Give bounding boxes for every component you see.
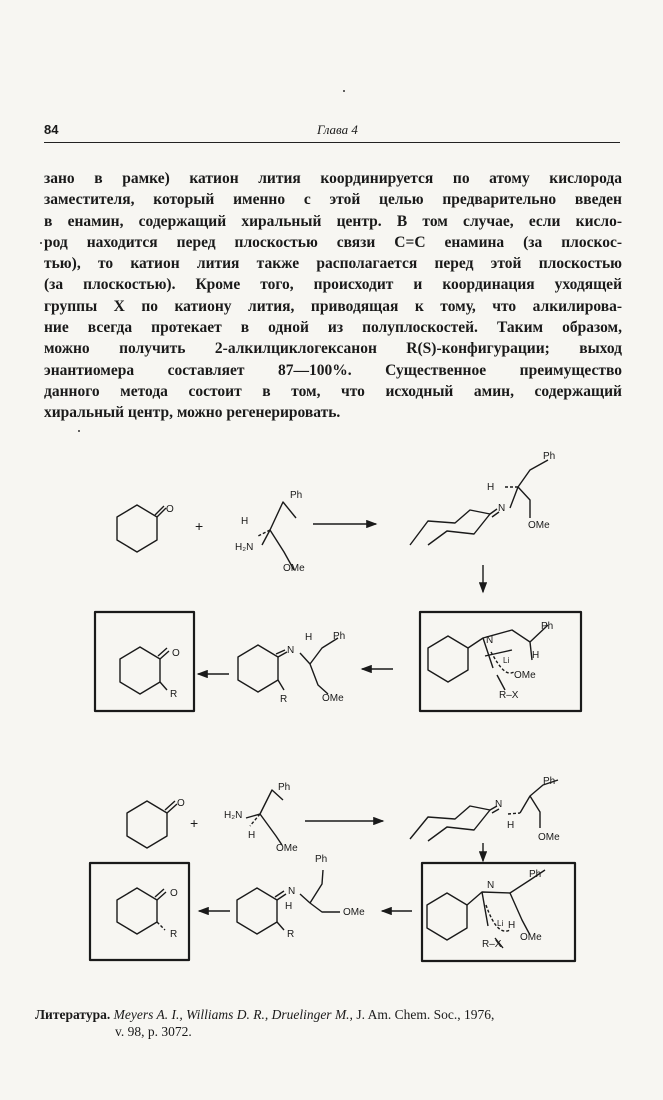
framed-product <box>90 863 189 960</box>
label-r: R <box>170 689 178 700</box>
label-ph: Ph <box>543 776 556 787</box>
body-line: данного метода состоит в том, что исходный амин, содержащий <box>44 382 622 400</box>
label-ph: Ph <box>541 621 554 632</box>
label-h: H <box>508 920 516 931</box>
label-o: O <box>177 798 185 809</box>
label-ome: OMe <box>528 520 550 531</box>
running-head: Глава 4 <box>317 122 358 137</box>
label-h: H <box>241 516 249 527</box>
label-n: N <box>287 645 295 656</box>
page-number: 84 <box>44 122 59 137</box>
cyclohexanone-ring <box>117 505 157 552</box>
scheme-2 <box>90 780 575 961</box>
plus-sign: + <box>190 815 199 831</box>
reference <box>35 1006 635 1040</box>
label-n: N <box>486 635 494 646</box>
label-h: H <box>248 830 256 841</box>
label-o: O <box>172 648 180 659</box>
label-n: N <box>495 799 503 810</box>
label-h2n-rev: H₂N <box>224 810 243 821</box>
enamine-sidechain <box>520 780 558 828</box>
amine-sidechain <box>300 638 338 694</box>
label-li: Li <box>503 656 510 665</box>
label-o: O <box>166 504 174 515</box>
chair-cyclohexane <box>410 510 490 545</box>
label-h: H <box>305 632 313 643</box>
chair-cyclohexane <box>410 806 490 841</box>
label-n: N <box>288 886 296 897</box>
label-r: R <box>170 929 178 940</box>
body-line: зано в рамке) катион лития координируется по атому кислорода <box>44 170 622 187</box>
label-n: N <box>498 503 506 514</box>
ring <box>427 893 467 940</box>
amine-skeleton <box>270 502 296 570</box>
cyclohexanone-ring <box>127 801 167 848</box>
reference-authors: Meyers A. I., Williams D. R., Druelinger M., <box>113 1007 353 1022</box>
label-ome: OMe <box>322 693 344 704</box>
label-ome: OMe <box>538 832 560 843</box>
reference-label: Литература. <box>35 1007 111 1022</box>
label-r: R <box>287 929 295 940</box>
label-h: H <box>487 482 495 493</box>
body-line: энантиомера составляет 87—100%. Существенное преимущество <box>44 361 622 379</box>
label-r: R <box>280 694 288 705</box>
ring <box>238 645 278 692</box>
body-line: (за плоскостью). Кроме того, происходит и координация уходящей <box>44 276 622 294</box>
scheme-1 <box>95 460 581 711</box>
body-line: ние всегда протекает в одной из полуплоскостей. Таким образом, <box>44 319 622 337</box>
ring <box>237 888 277 934</box>
label-ome: OMe <box>343 907 365 918</box>
body-line: можно получить 2-алкилциклогексанон R(S)-конфигурации; выход <box>44 340 622 358</box>
enamine-sidechain <box>510 460 548 518</box>
amine-skeleton <box>260 790 283 845</box>
label-ome: OMe <box>514 670 536 681</box>
label-ph: Ph <box>333 631 346 642</box>
label-ome: OMe <box>283 563 305 574</box>
label-h: H <box>285 901 293 912</box>
label-h2n: H₂N <box>235 542 254 553</box>
plus-sign: + <box>195 518 204 534</box>
label-ph: Ph <box>290 490 303 501</box>
label-ph: Ph <box>278 782 291 793</box>
reference-volume: v. 98, p. 3072. <box>115 1024 192 1039</box>
body-line: род находится перед плоскостью связи C=C енамина (за плоскос- <box>44 233 622 251</box>
label-li: Li <box>497 919 504 928</box>
carbonyl-bond <box>155 506 166 517</box>
body-line: заместителя, который именно с этой целью предварительно введен <box>44 191 622 209</box>
ring <box>120 647 160 694</box>
label-ph: Ph <box>543 451 556 462</box>
label-o: O <box>170 888 178 899</box>
label-h: H <box>532 650 540 661</box>
label-ome: OMe <box>276 843 298 854</box>
label-n: N <box>487 880 495 891</box>
framed-product <box>95 612 194 711</box>
label-ome: OMe <box>520 932 542 943</box>
body-line: тью), то катион лития также располагается перед этой плоскостью <box>44 255 622 273</box>
body-line: хиральный центр, можно регенерировать. <box>44 404 341 422</box>
body-line: в енамин, содержащий хиральный центр. В том случае, если кисло- <box>44 212 622 230</box>
reference-citation: J. Am. Chem. Soc., 1976, <box>356 1007 495 1022</box>
label-ph: Ph <box>315 854 328 865</box>
ring <box>117 888 157 934</box>
amine-sidechain <box>300 870 340 912</box>
label-rx: R–X <box>499 690 519 701</box>
body-line: группы X по катиону лития, приводящая к тому, что алкилирова- <box>44 297 622 315</box>
label-rx: R–X <box>482 939 502 950</box>
ring <box>428 636 468 682</box>
label-h: H <box>507 820 515 831</box>
label-ph: Ph <box>529 869 542 880</box>
